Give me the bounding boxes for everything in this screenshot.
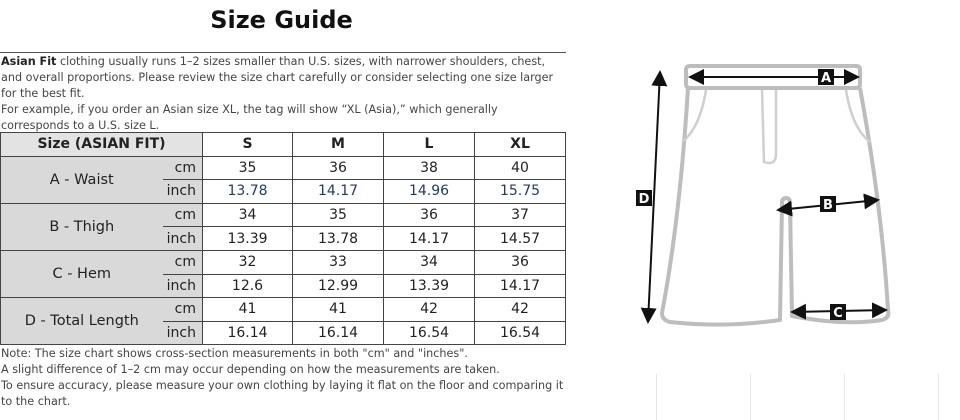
cm-value: 34: [384, 250, 475, 274]
cm-value: 40: [475, 156, 566, 180]
size-guide-content: [0, 52, 566, 410]
cm-value: 35: [293, 203, 384, 227]
label-b-box: [820, 196, 836, 213]
size-table: [0, 132, 566, 345]
inch-value: 16.54: [475, 321, 566, 345]
measure-label: D - Total Length: [1, 298, 163, 345]
inch-value: 16.14: [203, 321, 293, 345]
note-line: Note: The size chart shows cross-section measurements in both "cm" and "inches".: [1, 347, 468, 361]
cm-value: 35: [203, 156, 293, 180]
label-a: A: [820, 71, 832, 86]
size-header-label: Size (ASIAN FIT): [1, 133, 203, 157]
unit-label: cm: [163, 298, 203, 322]
unit-label: cm: [163, 156, 203, 180]
page-title: Size Guide: [210, 6, 353, 34]
inch-value: 14.96: [384, 180, 475, 204]
size-col-s: S: [203, 133, 293, 157]
cm-value: 42: [384, 298, 475, 322]
cm-value: 42: [475, 298, 566, 322]
unit-label: inch: [163, 227, 203, 251]
measure-row-cm: [1, 250, 566, 274]
notes: [0, 345, 566, 410]
cm-value: 33: [293, 250, 384, 274]
unit-label: cm: [163, 203, 203, 227]
measure-label: B - Thigh: [1, 203, 163, 250]
intro-bold-term: Asian Fit: [1, 55, 57, 68]
cm-value: 32: [203, 250, 293, 274]
cm-value: 34: [203, 203, 293, 227]
measure-label: A - Waist: [1, 156, 163, 203]
unit-label: cm: [163, 250, 203, 274]
cm-value: 38: [384, 156, 475, 180]
intro-line-1: clothing usually runs 1–2 sizes smaller than U.S. sizes, with narrower shoulders, chest, and overall proportions. Please review the size chart carefully or consider selecting one size larger for the best fit.: [1, 55, 554, 100]
measure-row-cm: [1, 298, 566, 322]
cm-value: 36: [293, 156, 384, 180]
faint-dividers: [656, 374, 942, 420]
intro-line-2: For example, if you order an Asian size XL, the tag will show “XL (Asia),” which generally corresponds to a U.S. size L.: [1, 103, 498, 132]
size-col-m: M: [293, 133, 384, 157]
inch-value: 14.17: [475, 274, 566, 298]
inch-value: 14.57: [475, 227, 566, 251]
cm-value: 37: [475, 203, 566, 227]
intro-text: [0, 53, 566, 132]
cm-value: 41: [293, 298, 384, 322]
inch-value: 16.54: [384, 321, 475, 345]
measure-row-cm: [1, 156, 566, 180]
measure-row-cm: [1, 203, 566, 227]
inch-value: 12.99: [293, 274, 384, 298]
inch-value: 13.39: [384, 274, 475, 298]
shorts-diagram: [624, 58, 914, 338]
inch-value: 14.17: [384, 227, 475, 251]
unit-label: inch: [163, 321, 203, 345]
label-a-box: [818, 69, 834, 86]
note-line: A slight difference of 1–2 cm may occur depending on how the measurements are taken.: [1, 363, 500, 377]
cm-value: 41: [203, 298, 293, 322]
size-col-l: L: [384, 133, 475, 157]
inch-value: 13.39: [203, 227, 293, 251]
inch-value: 14.17: [293, 180, 384, 204]
note-line: To ensure accuracy, please measure your own clothing by laying it flat on the floor and comparing it to the chart.: [1, 379, 564, 409]
label-d-box: [636, 190, 652, 207]
label-c-box: [830, 304, 846, 321]
inch-value: 15.75: [475, 180, 566, 204]
inch-value: 13.78: [203, 180, 293, 204]
unit-label: inch: [163, 274, 203, 298]
cm-value: 36: [384, 203, 475, 227]
inch-value: 13.78: [293, 227, 384, 251]
measure-label: C - Hem: [1, 250, 163, 297]
inch-value: 16.14: [293, 321, 384, 345]
label-d: D: [638, 192, 650, 207]
label-c: C: [833, 306, 843, 321]
unit-label: inch: [163, 180, 203, 204]
label-b: B: [823, 198, 833, 213]
inch-value: 12.6: [203, 274, 293, 298]
size-col-xl: XL: [475, 133, 566, 157]
size-header-row: [1, 133, 566, 157]
cm-value: 36: [475, 250, 566, 274]
